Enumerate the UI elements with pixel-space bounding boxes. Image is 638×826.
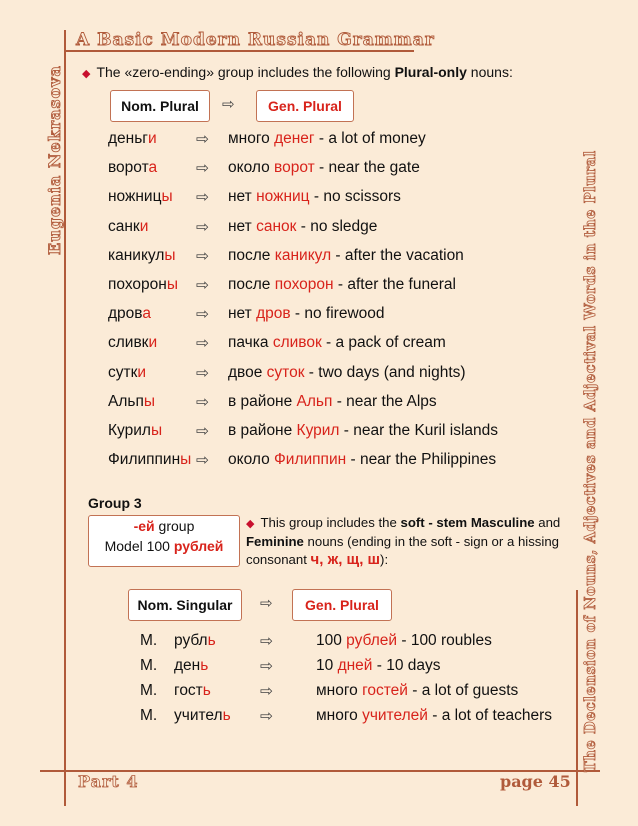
arrow-icon: ⇨ [196, 189, 209, 207]
arrow-icon: ⇨ [196, 131, 209, 148]
nom-plural-word: Альпы [108, 392, 155, 410]
gen-plural-phrase: после каникул - after the vacation [228, 246, 464, 264]
nom-plural-word: ворота [108, 159, 158, 177]
gender-label: М. [140, 632, 158, 649]
gen-plural-phrase: нет дров - no firewood [228, 305, 385, 323]
nom-plural-word: деньги [108, 130, 157, 147]
nom-plural-word: дрова [108, 305, 151, 323]
gen-plural-phrase: в районе Альп - near the Alps [228, 392, 437, 410]
arrow-icon: ⇨ [260, 708, 273, 725]
arrow-icon: ⇨ [196, 306, 209, 324]
diamond-bullet-icon: ◆ [246, 518, 255, 530]
arrow-icon: ⇨ [260, 633, 273, 650]
right-rule [576, 590, 578, 806]
gen-plural-header-2: Gen. Plural [292, 589, 392, 621]
arrow-icon: ⇨ [260, 595, 273, 612]
intro-text: ◆ The «zero-ending» group includes the following Plural-only nouns: [82, 64, 513, 80]
gen-plural-phrase: 10 дней - 10 days [316, 657, 441, 674]
gen-plural-phrase: около Филиппин - near the Philippines [228, 451, 497, 469]
chapter-title: The Declension of Nouns, Adjectives and Adjectival Words in the Plural [582, 150, 599, 772]
nom-singular-word: гость [174, 682, 211, 699]
gen-plural-phrase: много учителей - a lot of teachers [316, 707, 552, 724]
nom-plural-word: Курилы [108, 421, 163, 439]
arrow-icon: ⇨ [196, 393, 209, 411]
left-rule [64, 30, 66, 806]
nom-plural-word: санки [108, 217, 149, 235]
gen-plural-phrase: много денег - a lot of money [228, 130, 426, 147]
arrow-icon: ⇨ [196, 218, 209, 236]
arrow-icon: ⇨ [196, 335, 209, 353]
arrow-icon: ⇨ [260, 683, 273, 700]
book-title: A Basic Modern Russian Grammar [76, 30, 435, 50]
arrow-icon: ⇨ [196, 364, 209, 382]
model-box: -ей group Model 100 рублей [88, 515, 240, 567]
page-number: page 45 [500, 772, 571, 791]
group-3-heading: Group 3 [88, 495, 142, 511]
nom-plural-word: Филиппины [108, 451, 192, 469]
author-name: Eugenia Nekrasova [45, 65, 64, 255]
gender-label: М. [140, 657, 158, 674]
gen-plural-header: Gen. Plural [256, 90, 354, 122]
arrow-icon: ⇨ [196, 422, 209, 440]
gender-label: М. [140, 682, 158, 699]
nom-plural-word: каникулы [108, 246, 176, 264]
arrow-icon: ⇨ [222, 96, 235, 113]
nom-singular-word: рубль [174, 632, 216, 649]
arrow-icon: ⇨ [196, 160, 209, 178]
arrow-icon: ⇨ [196, 452, 209, 470]
gen-plural-phrase: около ворот - near the gate [228, 159, 420, 177]
nom-plural-word: сутки [108, 363, 147, 381]
nom-plural-header: Nom. Plural [110, 90, 210, 122]
gen-plural-phrase: нет санок - no sledge [228, 217, 378, 235]
arrow-icon: ⇨ [196, 247, 209, 265]
gen-plural-phrase: 100 рублей - 100 roubles [316, 632, 492, 649]
part-label: Part 4 [78, 772, 139, 791]
nom-plural-word: ножницы [108, 188, 173, 206]
gen-plural-phrase: много гостей - a lot of guests [316, 682, 519, 699]
arrow-icon: ⇨ [196, 276, 209, 294]
top-rule [64, 50, 414, 52]
nom-singular-word: день [174, 657, 209, 674]
arrow-icon: ⇨ [260, 658, 273, 675]
nom-singular-word: учитель [174, 707, 231, 724]
gen-plural-phrase: пачка сливок - a pack of cream [228, 334, 446, 352]
nom-singular-header: Nom. Singular [128, 589, 242, 621]
gen-plural-phrase: двое суток - two days (and nights) [228, 363, 466, 381]
gender-label: М. [140, 707, 158, 724]
gen-plural-phrase: нет ножниц - no scissors [228, 188, 401, 206]
nom-plural-word: сливки [108, 334, 158, 352]
group-3-description: ◆ This group includes the soft - stem Masculine and Feminine nouns (ending in the soft - sign or a hissing consonant ч, ж, щ, ш): [246, 515, 561, 568]
gen-plural-phrase: после похорон - after the funeral [228, 275, 456, 293]
nom-plural-word: похороны [108, 275, 178, 293]
gen-plural-phrase: в районе Курил - near the Kuril islands [228, 421, 499, 439]
diamond-bullet-icon: ◆ [82, 68, 91, 80]
